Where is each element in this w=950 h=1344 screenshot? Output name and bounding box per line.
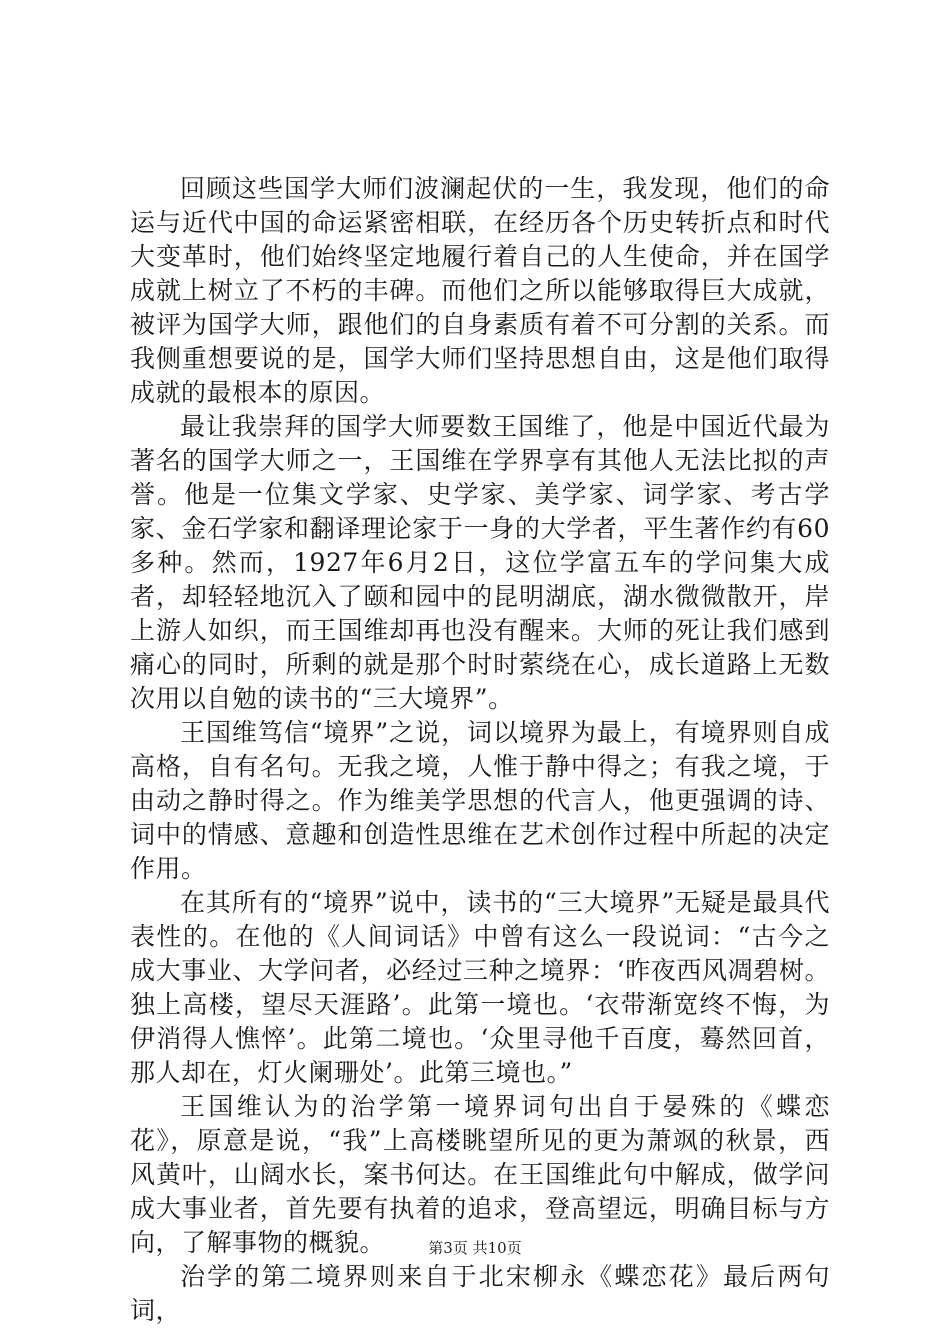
page-footer <box>0 1238 950 1258</box>
paragraph: 最让我崇拜的国学大师要数王国维了，他是中国近代最为著名的国学大师之一，王国维在学界享有其他人无法比拟的声誉。他是一位集文学家、史学家、美学家、词学家、考古学家、金石学家和翻译理论家于一身的大学者，平生著作约有60多种。然而，1927年6月2日，这位学富五车的学问集大成者，却轻轻地沉入了颐和园中的昆明湖底，湖水微微散开，岸上游人如织，而王国维却再也没有醒来。大师的死让我们感到痛心的同时，所剩的就是那个时时萦绕在心，成长道路上无数次用以自勉的读书的“三大境界”。 <box>130 412 830 713</box>
page-number: 第3页 共10页 <box>428 1239 522 1257</box>
paragraph: 王国维笃信“境界”之说，词以境界为最上，有境界则自成高格，自有名句。无我之境，人惟于静中得之；有我之境，于由动之静时得之。作为维美学思想的代言人，他更强调的诗、词中的情感、意趣和创造性思维在艺术创作过程中所起的决定作用。 <box>130 718 830 883</box>
paragraph: 王国维认为的治学第一境界词句出自于晏殊的《蝶恋花》，原意是说，“我”上高楼眺望所见的更为萧飒的秋景，西风黄叶，山阔水长，案书何达。在王国维此句中解成，做学问成大事业者，首先要有执着的追求，登高望远，明确目标与方向，了解事物的概貌。 <box>130 1092 830 1257</box>
paragraph: 治学的第二境界则来自于北宋柳永《蝶恋花》最后两句词， <box>130 1262 830 1325</box>
paragraph: 回顾这些国学大师们波澜起伏的一生，我发现，他们的命运与近代中国的命运紧密相联，在经历各个历史转折点和时代大变革时，他们始终坚定地履行着自己的人生使命，并在国学成就上树立了不朽的丰碑。而他们之所以能够取得巨大成就，被评为国学大师，跟他们的自身素质有着不可分割的关系。而我侧重想要说的是，国学大师们坚持思想自由，这是他们取得成就的最根本的原因。 <box>130 174 830 407</box>
body-text <box>130 172 830 1328</box>
paragraph: 在其所有的“境界”说中，读书的“三大境界”无疑是最具代表性的。在他的《人间词话》中曾有这么一段说词：“古今之成大事业、大学问者，必经过三种之境界：‘昨夜西风凋碧树。独上高楼，望尽天涯路’。此第一境也。‘衣带渐宽终不悔，为伊消得人憔悴’。此第二境也。‘众里寻他千百度，蓦然回首，那人却在，灯火阑珊处’。此第三境也。” <box>130 888 830 1087</box>
